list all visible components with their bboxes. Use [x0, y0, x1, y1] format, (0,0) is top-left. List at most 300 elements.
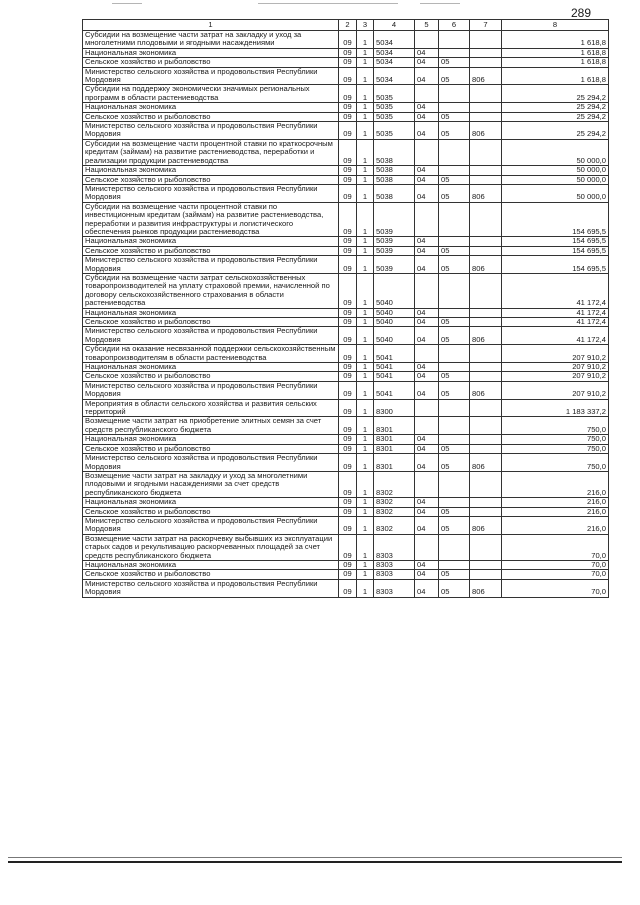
row-gr: 09 [339, 327, 357, 345]
row-prz: 05 [439, 507, 470, 516]
row-gr: 09 [339, 237, 357, 246]
row-rz: 04 [415, 48, 439, 57]
row-amount: 1 618,8 [502, 48, 609, 57]
row-cs: 5035 [374, 103, 415, 112]
table-row [83, 363, 609, 372]
row-pr: 1 [357, 498, 374, 507]
row-prz [439, 48, 470, 57]
row-gr: 09 [339, 202, 357, 237]
row-rz [415, 273, 439, 308]
row-cs: 5038 [374, 184, 415, 202]
row-gr: 09 [339, 345, 357, 363]
table-row [83, 579, 609, 597]
column-header: 7 [470, 20, 502, 31]
row-pr: 1 [357, 570, 374, 579]
row-gr: 09 [339, 112, 357, 121]
row-rz [415, 202, 439, 237]
row-name: Сельское хозяйство и рыболовство [83, 507, 339, 516]
row-cs: 5040 [374, 318, 415, 327]
row-cs: 8302 [374, 471, 415, 497]
row-cs: 8303 [374, 570, 415, 579]
row-prz [439, 237, 470, 246]
row-prz [439, 363, 470, 372]
row-gr: 09 [339, 516, 357, 534]
row-rz [415, 31, 439, 49]
row-name: Национальная экономика [83, 498, 339, 507]
row-rz: 04 [415, 184, 439, 202]
row-vr [470, 372, 502, 381]
row-cs: 8303 [374, 534, 415, 560]
row-name: Субсидии на возмещение части затрат сельскохозяйственных товаропроизводителей на уплату страховой премии, начисленной по договору сельскохозяйственного страхования в области растениеводства [83, 273, 339, 308]
row-gr: 09 [339, 184, 357, 202]
row-vr [470, 166, 502, 175]
row-vr [470, 318, 502, 327]
table-row [83, 327, 609, 345]
row-rz: 04 [415, 122, 439, 140]
row-pr: 1 [357, 454, 374, 472]
table-row [83, 237, 609, 246]
row-prz: 05 [439, 67, 470, 85]
row-rz: 04 [415, 516, 439, 534]
row-prz [439, 308, 470, 317]
row-cs: 5038 [374, 166, 415, 175]
row-gr: 09 [339, 273, 357, 308]
row-prz [439, 31, 470, 49]
row-vr [470, 85, 502, 103]
row-name: Сельское хозяйство и рыболовство [83, 112, 339, 121]
table-row [83, 498, 609, 507]
row-prz [439, 498, 470, 507]
row-amount: 25 294,2 [502, 112, 609, 121]
row-pr: 1 [357, 67, 374, 85]
row-vr [470, 237, 502, 246]
row-rz: 04 [415, 103, 439, 112]
row-pr: 1 [357, 58, 374, 67]
row-cs: 5034 [374, 48, 415, 57]
row-gr: 09 [339, 308, 357, 317]
page-number: 289 [571, 6, 592, 20]
row-amount: 1 183 337,2 [502, 399, 609, 417]
row-name: Сельское хозяйство и рыболовство [83, 570, 339, 579]
row-rz [415, 417, 439, 435]
row-pr: 1 [357, 318, 374, 327]
row-cs: 8301 [374, 435, 415, 444]
row-gr: 09 [339, 318, 357, 327]
table-row [83, 560, 609, 569]
row-vr: 806 [470, 184, 502, 202]
row-rz: 04 [415, 507, 439, 516]
row-rz [415, 345, 439, 363]
row-cs: 8302 [374, 498, 415, 507]
row-pr: 1 [357, 112, 374, 121]
row-name: Национальная экономика [83, 560, 339, 569]
row-gr: 09 [339, 534, 357, 560]
table-row [83, 103, 609, 112]
row-amount: 25 294,2 [502, 122, 609, 140]
row-prz: 05 [439, 372, 470, 381]
row-amount: 154 695,5 [502, 202, 609, 237]
row-pr: 1 [357, 507, 374, 516]
row-vr [470, 534, 502, 560]
row-cs: 5041 [374, 372, 415, 381]
row-gr: 09 [339, 498, 357, 507]
row-prz: 05 [439, 112, 470, 121]
table-row [83, 534, 609, 560]
row-pr: 1 [357, 444, 374, 453]
row-prz: 05 [439, 516, 470, 534]
row-gr: 09 [339, 58, 357, 67]
row-pr: 1 [357, 48, 374, 57]
row-vr: 806 [470, 122, 502, 140]
row-rz: 04 [415, 318, 439, 327]
row-prz: 05 [439, 318, 470, 327]
row-amount: 50 000,0 [502, 175, 609, 184]
row-amount: 50 000,0 [502, 139, 609, 165]
row-rz: 04 [415, 175, 439, 184]
row-gr: 09 [339, 560, 357, 569]
column-header: 8 [502, 20, 609, 31]
row-gr: 09 [339, 256, 357, 274]
row-vr: 806 [470, 381, 502, 399]
row-vr: 806 [470, 579, 502, 597]
table-row [83, 471, 609, 497]
row-prz [439, 435, 470, 444]
row-name: Министерство сельского хозяйства и продовольствия Республики Мордовия [83, 516, 339, 534]
row-vr [470, 103, 502, 112]
table-row [83, 273, 609, 308]
table-row [83, 246, 609, 255]
table-row [83, 175, 609, 184]
table-row [83, 122, 609, 140]
row-amount: 750,0 [502, 454, 609, 472]
scan-mark [112, 3, 142, 4]
row-name: Министерство сельского хозяйства и продовольствия Республики Мордовия [83, 579, 339, 597]
row-name: Министерство сельского хозяйства и продовольствия Республики Мордовия [83, 454, 339, 472]
column-header: 3 [357, 20, 374, 31]
row-cs: 8301 [374, 444, 415, 453]
table-row [83, 516, 609, 534]
row-cs: 5035 [374, 112, 415, 121]
row-pr: 1 [357, 417, 374, 435]
table-row [83, 454, 609, 472]
row-amount: 70,0 [502, 570, 609, 579]
row-pr: 1 [357, 166, 374, 175]
table-row [83, 417, 609, 435]
row-pr: 1 [357, 246, 374, 255]
row-prz [439, 417, 470, 435]
row-amount: 750,0 [502, 444, 609, 453]
row-cs: 8301 [374, 417, 415, 435]
row-cs: 5041 [374, 363, 415, 372]
row-gr: 09 [339, 103, 357, 112]
row-name: Возмещение части затрат на закладку и уход за многолетними плодовыми и ягодными насаждениями за счет средств республиканского бюджета [83, 471, 339, 497]
row-cs: 5039 [374, 202, 415, 237]
row-prz: 05 [439, 246, 470, 255]
row-rz: 04 [415, 444, 439, 453]
row-vr [470, 417, 502, 435]
row-cs: 8300 [374, 399, 415, 417]
table-header-row [83, 20, 609, 31]
row-gr: 09 [339, 570, 357, 579]
row-name: Субсидии на возмещение части процентной ставки по краткосрочным кредитам (займам) на развитие растениеводства, переработки и реализации продукции растениеводства [83, 139, 339, 165]
row-amount: 70,0 [502, 534, 609, 560]
row-amount: 50 000,0 [502, 184, 609, 202]
row-prz: 05 [439, 579, 470, 597]
row-gr: 09 [339, 444, 357, 453]
row-gr: 09 [339, 85, 357, 103]
row-gr: 09 [339, 417, 357, 435]
row-cs: 5040 [374, 327, 415, 345]
row-cs: 5040 [374, 273, 415, 308]
row-prz [439, 534, 470, 560]
row-prz [439, 399, 470, 417]
row-vr [470, 112, 502, 121]
row-amount: 41 172,4 [502, 308, 609, 317]
row-name: Национальная экономика [83, 166, 339, 175]
row-pr: 1 [357, 202, 374, 237]
row-gr: 09 [339, 31, 357, 49]
table-row [83, 318, 609, 327]
row-prz [439, 560, 470, 569]
row-prz: 05 [439, 122, 470, 140]
row-pr: 1 [357, 345, 374, 363]
row-cs: 5041 [374, 345, 415, 363]
row-prz [439, 202, 470, 237]
row-prz: 05 [439, 256, 470, 274]
row-rz: 04 [415, 579, 439, 597]
table-row [83, 435, 609, 444]
table-row [83, 166, 609, 175]
row-name: Возмещение части затрат на приобретение элитных семян за счет средств республиканского бюджета [83, 417, 339, 435]
row-pr: 1 [357, 273, 374, 308]
table-row [83, 570, 609, 579]
row-cs: 5034 [374, 58, 415, 67]
table-row [83, 184, 609, 202]
row-name: Сельское хозяйство и рыболовство [83, 175, 339, 184]
row-prz: 05 [439, 444, 470, 453]
row-rz: 04 [415, 570, 439, 579]
table-row [83, 58, 609, 67]
row-name: Национальная экономика [83, 363, 339, 372]
row-cs: 8303 [374, 560, 415, 569]
row-amount: 154 695,5 [502, 256, 609, 274]
row-gr: 09 [339, 507, 357, 516]
row-vr [470, 498, 502, 507]
row-gr: 09 [339, 48, 357, 57]
row-name: Мероприятия в области сельского хозяйства и развития сельских территорий [83, 399, 339, 417]
row-prz: 05 [439, 454, 470, 472]
row-amount: 154 695,5 [502, 246, 609, 255]
row-vr [470, 308, 502, 317]
row-cs: 5039 [374, 256, 415, 274]
row-gr: 09 [339, 471, 357, 497]
scan-mark [258, 3, 398, 4]
row-amount: 70,0 [502, 560, 609, 569]
row-vr [470, 139, 502, 165]
row-name: Сельское хозяйство и рыболовство [83, 318, 339, 327]
row-cs: 8301 [374, 454, 415, 472]
row-gr: 09 [339, 166, 357, 175]
row-amount: 207 910,2 [502, 363, 609, 372]
row-prz [439, 273, 470, 308]
row-vr: 806 [470, 256, 502, 274]
row-name: Сельское хозяйство и рыболовство [83, 58, 339, 67]
row-rz [415, 471, 439, 497]
row-prz [439, 139, 470, 165]
row-rz: 04 [415, 256, 439, 274]
table-row [83, 444, 609, 453]
row-amount: 750,0 [502, 435, 609, 444]
row-vr [470, 399, 502, 417]
row-gr: 09 [339, 399, 357, 417]
row-rz: 04 [415, 435, 439, 444]
row-vr [470, 175, 502, 184]
row-name: Министерство сельского хозяйства и продовольствия Республики Мордовия [83, 184, 339, 202]
row-cs: 5041 [374, 381, 415, 399]
row-prz: 05 [439, 327, 470, 345]
row-cs: 5038 [374, 175, 415, 184]
row-amount: 207 910,2 [502, 345, 609, 363]
row-vr [470, 273, 502, 308]
row-pr: 1 [357, 308, 374, 317]
row-gr: 09 [339, 67, 357, 85]
row-gr: 09 [339, 363, 357, 372]
row-name: Национальная экономика [83, 435, 339, 444]
row-pr: 1 [357, 103, 374, 112]
row-pr: 1 [357, 372, 374, 381]
table-row [83, 507, 609, 516]
row-vr [470, 444, 502, 453]
row-rz [415, 85, 439, 103]
row-pr: 1 [357, 122, 374, 140]
row-pr: 1 [357, 363, 374, 372]
row-name: Возмещение части затрат на раскорчевку выбывших из эксплуатации старых садов и рекультивацию раскорчеванных площадей за счет средств республиканского бюджета [83, 534, 339, 560]
row-vr [470, 31, 502, 49]
row-prz: 05 [439, 381, 470, 399]
row-rz: 04 [415, 237, 439, 246]
row-amount: 207 910,2 [502, 372, 609, 381]
row-vr: 806 [470, 327, 502, 345]
row-name: Национальная экономика [83, 308, 339, 317]
row-rz: 04 [415, 381, 439, 399]
row-pr: 1 [357, 399, 374, 417]
row-gr: 09 [339, 122, 357, 140]
row-rz: 04 [415, 498, 439, 507]
row-pr: 1 [357, 175, 374, 184]
row-gr: 09 [339, 579, 357, 597]
row-cs: 5034 [374, 31, 415, 49]
row-rz: 04 [415, 327, 439, 345]
row-name: Министерство сельского хозяйства и продовольствия Республики Мордовия [83, 381, 339, 399]
row-rz [415, 399, 439, 417]
row-amount: 41 172,4 [502, 327, 609, 345]
row-amount: 1 618,8 [502, 58, 609, 67]
row-name: Сельское хозяйство и рыболовство [83, 372, 339, 381]
row-amount: 207 910,2 [502, 381, 609, 399]
row-name: Субсидии на поддержку экономически значимых региональных программ в области растениеводства [83, 85, 339, 103]
row-rz: 04 [415, 560, 439, 569]
row-amount: 41 172,4 [502, 273, 609, 308]
row-amount: 41 172,4 [502, 318, 609, 327]
row-pr: 1 [357, 139, 374, 165]
budget-table [82, 19, 609, 598]
row-cs: 5034 [374, 67, 415, 85]
table-row [83, 31, 609, 49]
row-pr: 1 [357, 256, 374, 274]
row-name: Министерство сельского хозяйства и продовольствия Республики Мордовия [83, 327, 339, 345]
row-vr [470, 48, 502, 57]
row-pr: 1 [357, 381, 374, 399]
table-row [83, 112, 609, 121]
row-amount: 70,0 [502, 579, 609, 597]
row-gr: 09 [339, 139, 357, 165]
row-amount: 1 618,8 [502, 31, 609, 49]
row-pr: 1 [357, 516, 374, 534]
row-rz: 04 [415, 363, 439, 372]
row-rz: 04 [415, 67, 439, 85]
row-pr: 1 [357, 327, 374, 345]
row-amount: 216,0 [502, 507, 609, 516]
row-pr: 1 [357, 560, 374, 569]
row-pr: 1 [357, 534, 374, 560]
row-prz: 05 [439, 58, 470, 67]
row-rz: 04 [415, 308, 439, 317]
row-vr: 806 [470, 67, 502, 85]
row-cs: 5040 [374, 308, 415, 317]
row-amount: 25 294,2 [502, 103, 609, 112]
row-vr [470, 58, 502, 67]
row-rz [415, 139, 439, 165]
row-gr: 09 [339, 454, 357, 472]
row-rz: 04 [415, 58, 439, 67]
row-vr [470, 471, 502, 497]
column-header: 1 [83, 20, 339, 31]
row-vr [470, 560, 502, 569]
table-row [83, 67, 609, 85]
row-name: Субсидии на оказание несвязанной поддержки сельскохозяйственным товаропроизводителям в области растениеводства [83, 345, 339, 363]
row-rz: 04 [415, 372, 439, 381]
row-vr [470, 345, 502, 363]
table-row [83, 308, 609, 317]
row-cs: 5039 [374, 246, 415, 255]
row-rz: 04 [415, 112, 439, 121]
row-name: Национальная экономика [83, 48, 339, 57]
table-row [83, 381, 609, 399]
row-gr: 09 [339, 435, 357, 444]
row-prz: 05 [439, 175, 470, 184]
row-cs: 5035 [374, 122, 415, 140]
row-amount: 50 000,0 [502, 166, 609, 175]
table-row [83, 345, 609, 363]
row-cs: 8302 [374, 516, 415, 534]
row-pr: 1 [357, 579, 374, 597]
table-row [83, 85, 609, 103]
row-amount: 216,0 [502, 516, 609, 534]
row-vr [470, 363, 502, 372]
row-prz: 05 [439, 184, 470, 202]
row-vr [470, 507, 502, 516]
row-cs: 8303 [374, 579, 415, 597]
row-vr: 806 [470, 516, 502, 534]
row-name: Субсидии на возмещение части процентной ставки по инвестиционным кредитам (займам) на развитие растениеводства, переработки и развития инфраструктуры и логистического обеспечения рынков продукции растениеводства [83, 202, 339, 237]
bottom-rule [8, 857, 622, 858]
row-amount: 750,0 [502, 417, 609, 435]
row-pr: 1 [357, 31, 374, 49]
row-vr [470, 202, 502, 237]
row-name: Национальная экономика [83, 103, 339, 112]
row-prz [439, 166, 470, 175]
scan-mark [420, 3, 460, 4]
